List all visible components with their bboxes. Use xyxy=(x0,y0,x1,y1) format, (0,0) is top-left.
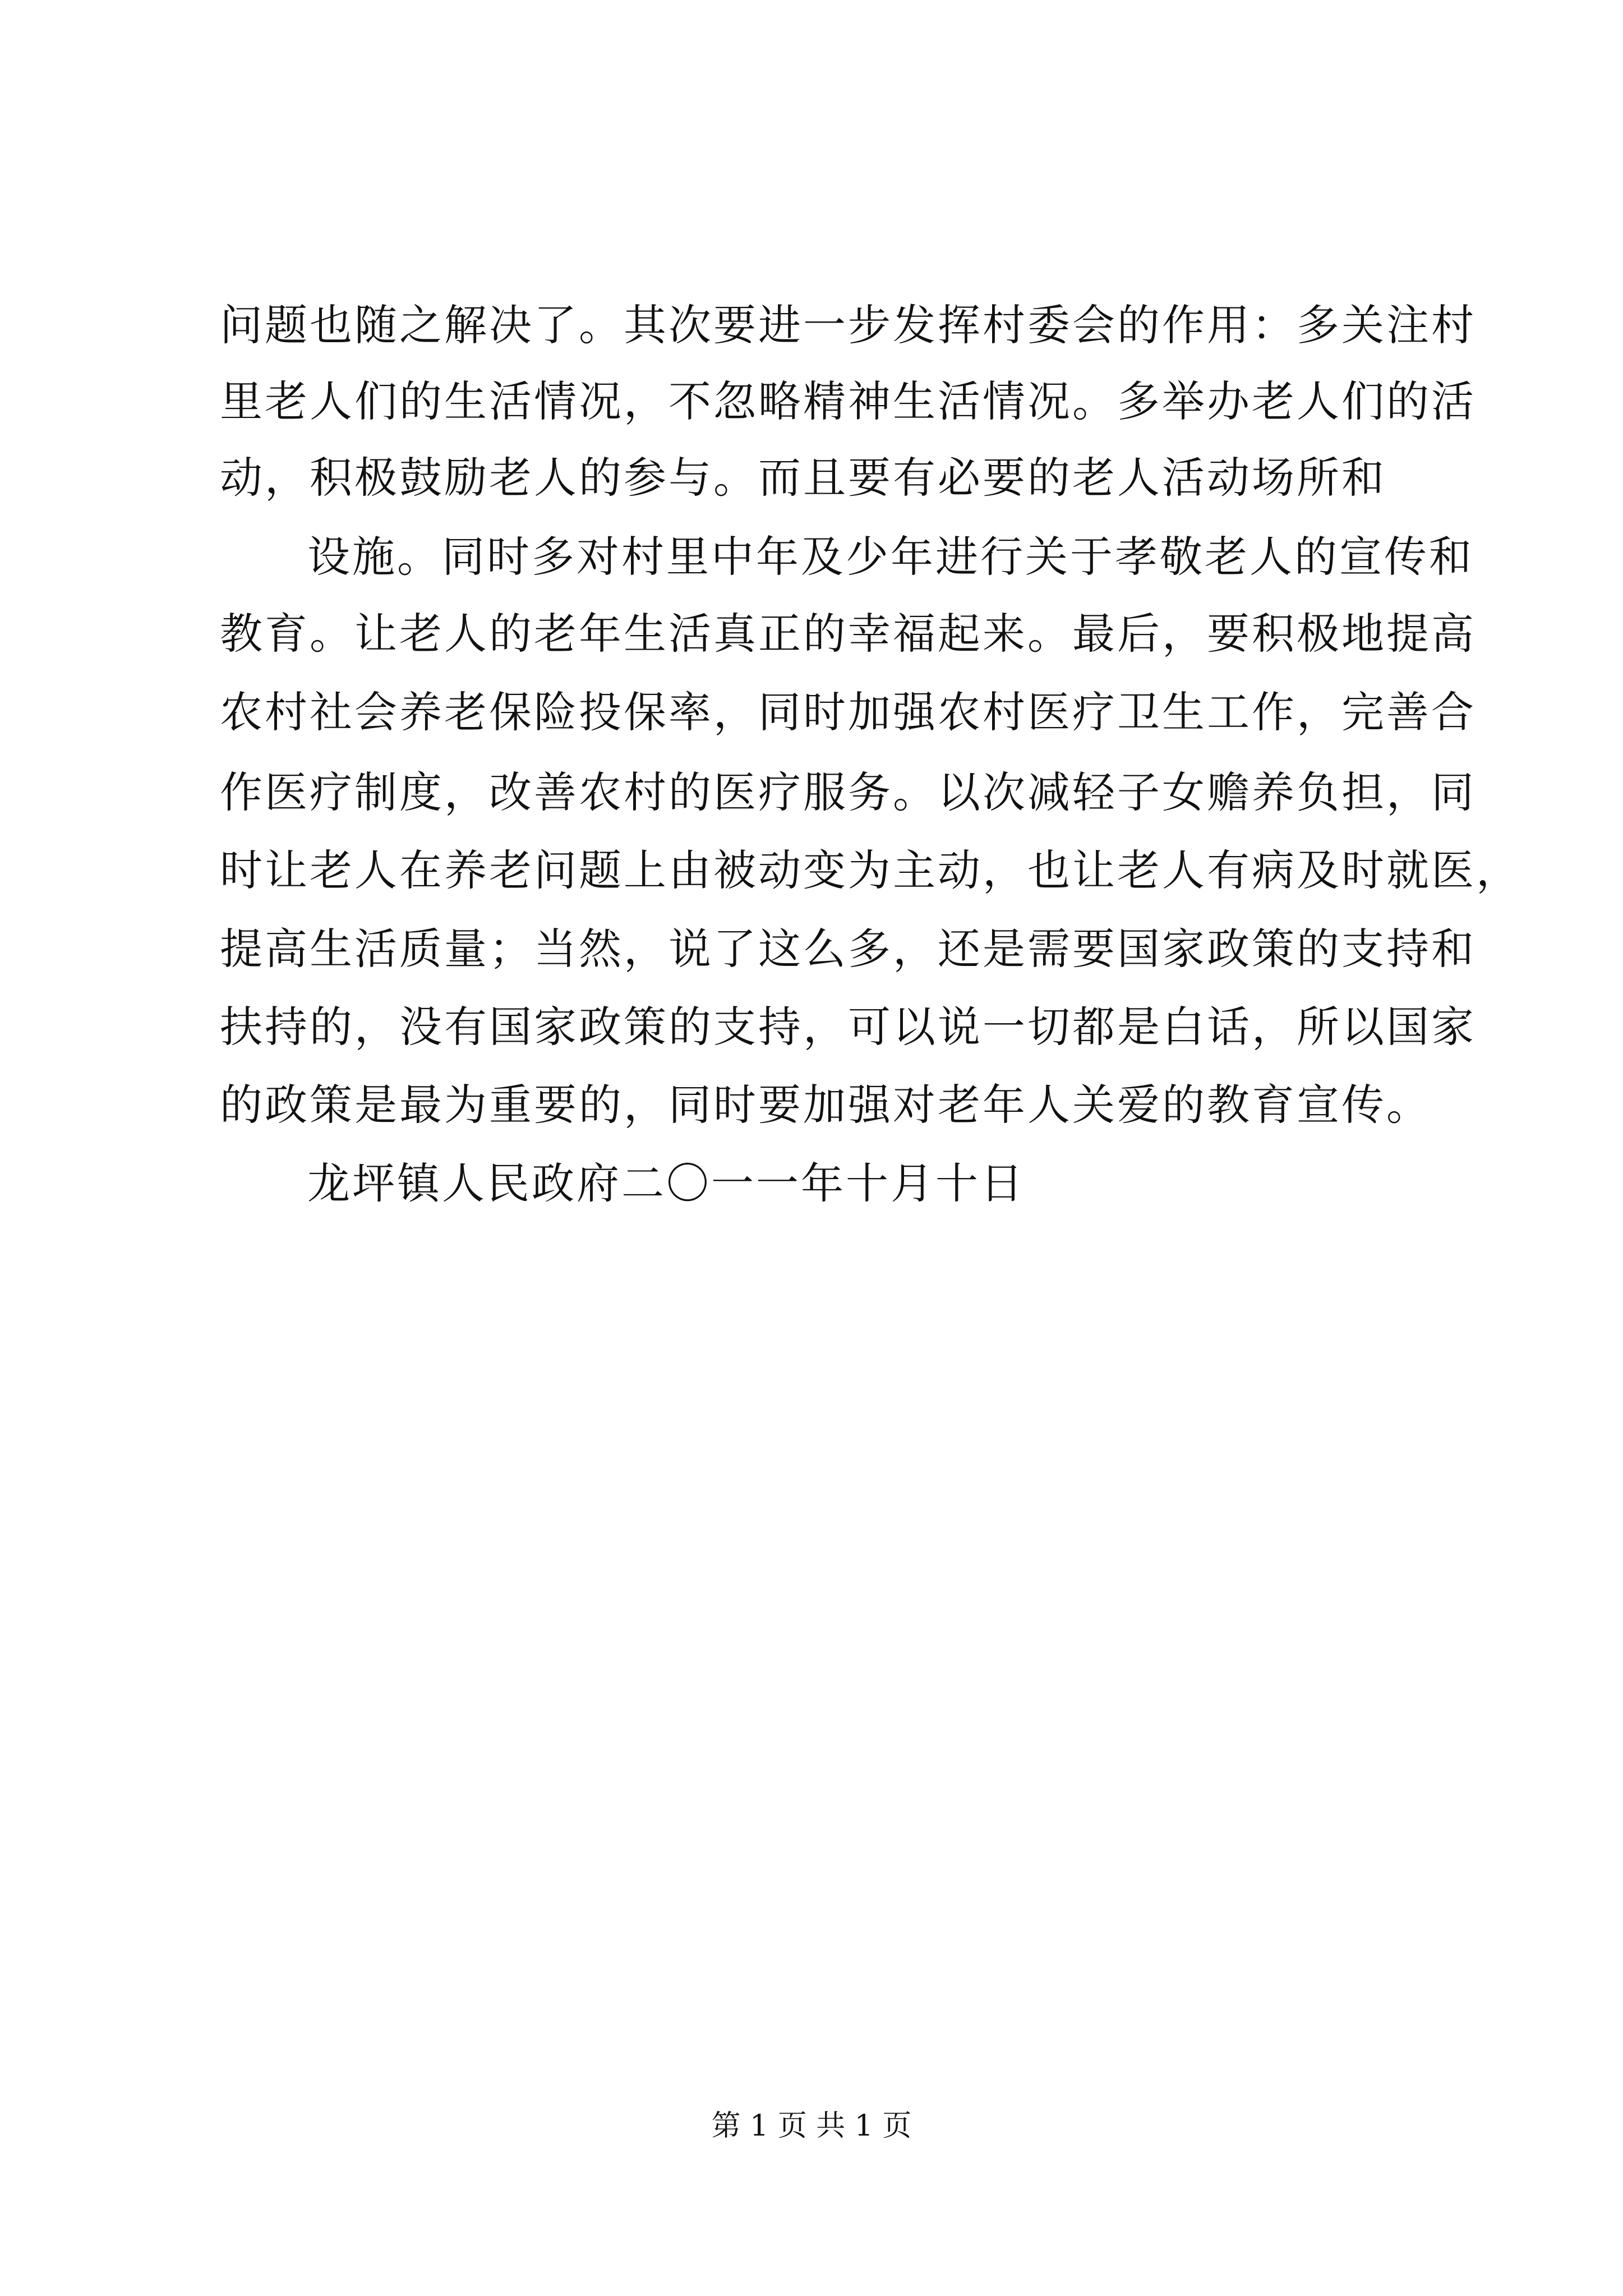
body-text-line: 时让老人在养老问题上由被动变为主动，也让老人有病及时就医， xyxy=(220,845,1521,895)
body-text-line: 提高生活质量；当然，说了这么多，还是需要国家政策的支持和 xyxy=(220,924,1476,974)
body-text-line: 问题也随之解决了。其次要进一步发挥村委会的作用：多关注村 xyxy=(220,300,1476,350)
signature-date-line: 龙坪镇人民政府二〇一一年十月十日 xyxy=(307,1158,1025,1208)
body-text-line: 作医疗制度，改善农村的医疗服务。以次减轻子女赡养负担，同 xyxy=(220,767,1476,817)
body-text-line: 扶持的，没有国家政策的支持，可以说一切都是白话，所以国家 xyxy=(220,1002,1476,1052)
page-number-footer: 第 1 页 共 1 页 xyxy=(711,2109,912,2143)
body-text-line: 的政策是最为重要的，同时要加强对老年人关爱的教育宣传。 xyxy=(220,1080,1431,1130)
body-text-line: 农村社会养老保险投保率，同时加强农村医疗卫生工作，完善合 xyxy=(220,687,1476,737)
body-text-line: 里老人们的生活情况，不忽略精神生活情况。多举办老人们的活 xyxy=(220,376,1476,426)
body-text-line: 动，积极鼓励老人的参与。而且要有必要的老人活动场所和 xyxy=(220,453,1386,503)
body-text-line: 教育。让老人的老年生活真正的幸福起来。最后，要积极地提高 xyxy=(220,609,1476,659)
paragraph-first-line: 设施。同时多对村里中年及少年进行关于孝敬老人的宣传和 xyxy=(307,532,1474,582)
